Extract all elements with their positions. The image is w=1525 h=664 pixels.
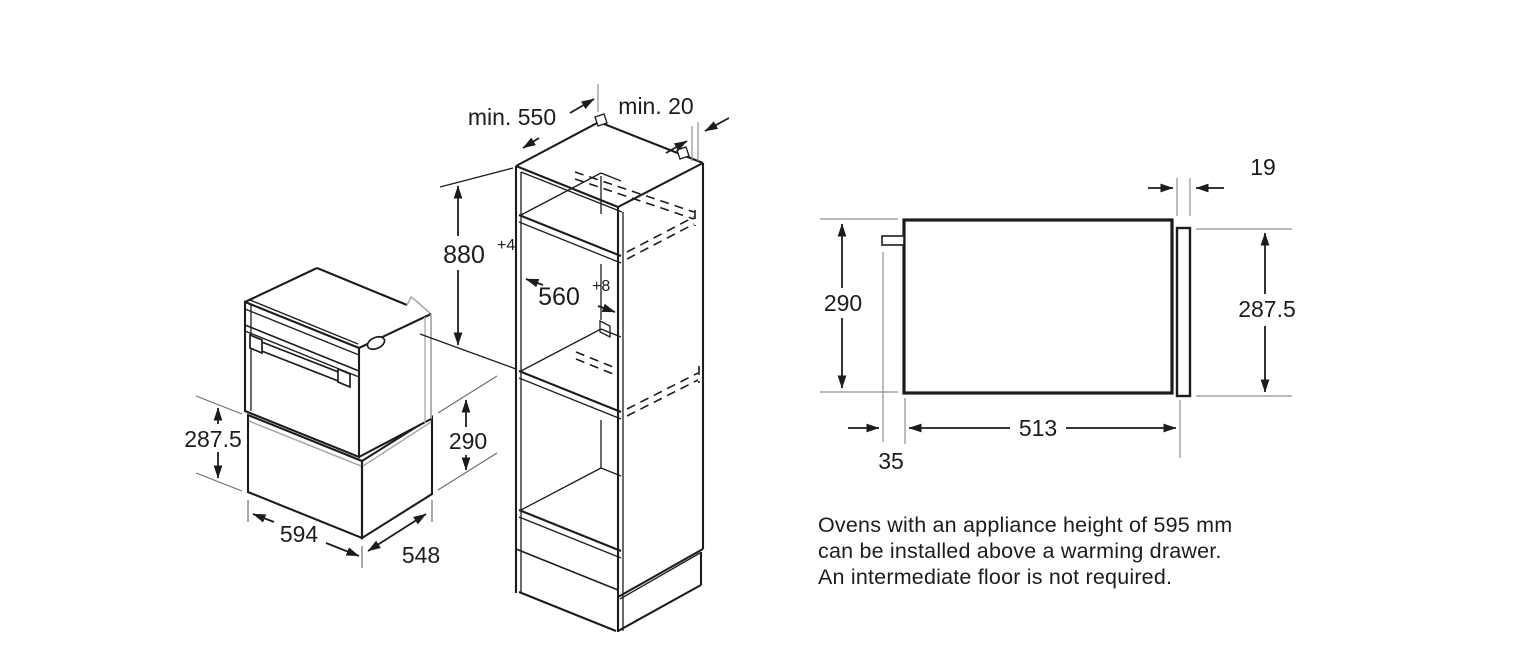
dim-label-depth: 548 (401, 542, 441, 568)
note-text (818, 512, 1232, 590)
dim-side-body-depth (905, 398, 1180, 458)
dim-side-front-height (1196, 229, 1296, 396)
dim-label-cabinet-depth: min. 550 (467, 104, 557, 130)
dim-label-rear-gap: min. 20 (618, 93, 694, 119)
note-line-2: can be installed above a warming drawer. (818, 539, 1222, 563)
dim-label-plug-depth: 35 (878, 448, 904, 474)
dim-label-front-height: 287.5 (184, 426, 242, 452)
dim-plug-depth (848, 252, 904, 474)
dim-niche-height (420, 168, 516, 369)
appliance-isometric-view (184, 268, 497, 568)
note-line-1: Ovens with an appliance height of 595 mm (818, 513, 1233, 537)
side-view (820, 154, 1296, 474)
dim-label-side-body-depth: 513 (1018, 415, 1058, 441)
front-panel-outline (1177, 228, 1190, 396)
dim-panel-thickness (1148, 154, 1276, 216)
note-line-3: An intermediate floor is not required. (818, 565, 1173, 589)
dim-label-niche-width: 560 (538, 283, 580, 311)
dim-label-niche-width-tol: +8 (592, 278, 611, 295)
dim-front-height (184, 396, 242, 491)
dim-label-side-front-height: 287.5 (1238, 296, 1296, 322)
cabinet-isometric-view (420, 84, 729, 632)
dim-label-panel-thickness: 19 (1250, 154, 1276, 180)
dim-label-body-height: 290 (448, 428, 488, 454)
dim-label-width: 594 (279, 521, 319, 547)
dim-body-height (438, 376, 497, 490)
dim-label-niche-height-tol: +4 (497, 237, 516, 254)
dim-label-side-body-height: 290 (823, 290, 863, 316)
drawer-body-outline (904, 220, 1172, 393)
connection-stub (882, 236, 904, 245)
dim-label-niche-height: 880 (443, 241, 485, 269)
